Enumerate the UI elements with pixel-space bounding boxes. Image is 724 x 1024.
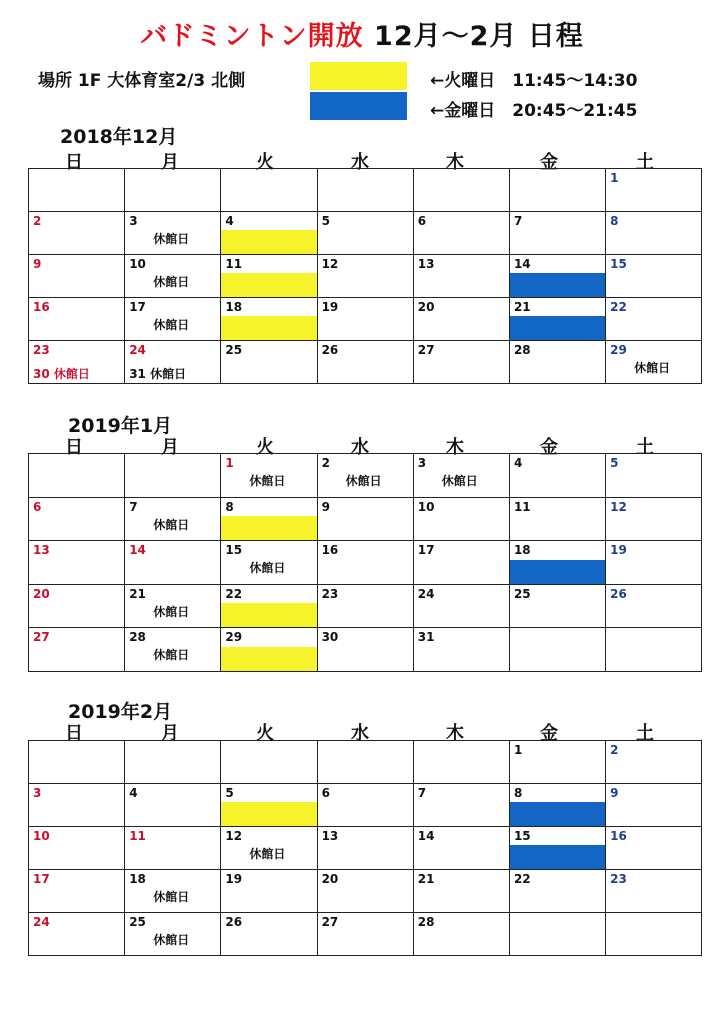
day-number: 23: [33, 343, 50, 357]
day-number-secondary: 31 休館日: [129, 367, 187, 381]
day-number: 16: [610, 829, 627, 843]
calendar-day-cell: [317, 212, 413, 255]
day-number: 13: [417, 257, 435, 271]
calendar-day-cell: [509, 784, 605, 827]
closed-day-label: 休館日: [153, 318, 190, 332]
calendar-day-cell: [413, 784, 509, 827]
calendar-day-cell: [413, 454, 509, 498]
calendar-day-cell: [606, 913, 702, 956]
calendar-day-cell: [221, 913, 317, 956]
weekday-header: 土: [636, 437, 654, 458]
calendar-day-cell: [125, 913, 221, 956]
weekday-header: 日: [65, 723, 83, 744]
weekday-header: 土: [636, 152, 654, 173]
calendar-day-cell: [606, 628, 702, 672]
legend-text-tuesday: ←火曜日 11:45〜14:30: [430, 71, 638, 91]
day-number: 2: [321, 456, 330, 470]
month-title: 2019年2月: [68, 701, 173, 723]
calendar-day-cell: [317, 870, 413, 913]
calendar-day-cell: [413, 870, 509, 913]
day-number: 2: [610, 743, 619, 757]
day-number: 21: [513, 300, 531, 314]
day-number: 12: [321, 257, 339, 271]
day-number: 6: [417, 214, 427, 228]
calendar-day-cell: [413, 341, 509, 384]
friday-session-band: [510, 560, 605, 584]
calendar-day-cell: [29, 169, 125, 212]
weekday-header: 火: [256, 152, 274, 173]
tuesday-session-band: [221, 273, 316, 297]
day-number: 24: [33, 915, 50, 929]
calendar-day-cell: [317, 741, 413, 784]
tuesday-session-band: [221, 603, 316, 627]
calendar-day-cell: [125, 454, 221, 498]
day-number: 7: [129, 499, 138, 514]
day-number: 5: [225, 786, 234, 800]
weekday-header: 月: [161, 437, 179, 458]
title-red: バドミントン開放: [140, 21, 364, 52]
day-number: 28: [129, 630, 146, 644]
day-number: 2: [33, 214, 42, 228]
calendar-day-cell: [317, 298, 413, 341]
day-number: 26: [321, 343, 339, 357]
tuesday-session-band: [221, 647, 316, 671]
day-number: 6: [33, 499, 42, 514]
calendar-day-cell: [29, 454, 125, 498]
day-number: 19: [225, 872, 243, 886]
calendar-day-cell: [509, 827, 605, 870]
closed-day-label: 休館日: [249, 474, 286, 488]
calendar-day-cell: [29, 341, 125, 384]
day-number: 29: [225, 630, 243, 644]
day-number: 22: [225, 586, 243, 601]
day-number: 9: [321, 499, 330, 514]
calendar-day-cell: [606, 212, 702, 255]
calendar-table: [28, 740, 702, 956]
day-number: 17: [33, 872, 50, 886]
calendar-day-cell: [509, 584, 605, 628]
title-black: 12月〜2月 日程: [374, 21, 584, 52]
calendar-day-cell: [317, 584, 413, 628]
closed-day-label: 休館日: [441, 474, 478, 488]
calendar-day-cell: [125, 628, 221, 672]
day-number: 13: [321, 829, 339, 843]
calendar-day-cell: [29, 212, 125, 255]
day-number: 8: [513, 786, 523, 800]
calendar-day-cell: [125, 827, 221, 870]
calendar-day-cell: [125, 255, 221, 298]
calendar-day-cell: [509, 341, 605, 384]
day-number: 20: [417, 300, 435, 314]
weekday-header: 日: [65, 437, 83, 458]
calendar-day-cell: [29, 298, 125, 341]
weekday-header: 火: [256, 437, 274, 458]
weekday-header: 火: [256, 723, 274, 744]
weekday-header: 金: [540, 437, 558, 458]
day-number: 21: [129, 586, 146, 601]
day-number: 5: [321, 214, 330, 228]
day-number: 26: [225, 915, 243, 929]
calendar-table: [28, 168, 702, 384]
day-number: 3: [417, 456, 427, 470]
calendar-day-cell: [221, 341, 317, 384]
day-number: 24: [417, 586, 435, 601]
calendar-day-cell: [221, 628, 317, 672]
calendar-day-cell: [413, 169, 509, 212]
calendar-day-cell: [317, 541, 413, 585]
day-number: 11: [129, 829, 146, 843]
calendar-day-cell: [606, 584, 702, 628]
day-number: 6: [321, 786, 330, 800]
calendar-day-cell: [413, 584, 509, 628]
day-number: 11: [513, 499, 531, 514]
calendar-day-cell: [317, 341, 413, 384]
calendar-day-cell: [29, 541, 125, 585]
day-number: 26: [610, 586, 627, 601]
calendar-day-cell: [221, 454, 317, 498]
calendar-day-cell: [413, 497, 509, 541]
day-number: 25: [225, 343, 243, 357]
tuesday-session-band: [221, 516, 316, 540]
friday-session-band: [510, 845, 605, 869]
calendar-day-cell: [125, 541, 221, 585]
calendar-day-cell: [509, 541, 605, 585]
day-number: 13: [33, 543, 50, 557]
day-number: 1: [225, 456, 234, 470]
calendar-week-row: [29, 341, 702, 384]
calendar-day-cell: [606, 497, 702, 541]
calendar-day-cell: [606, 741, 702, 784]
weekday-header: 水: [351, 437, 369, 458]
day-number: 10: [33, 829, 50, 843]
calendar-day-cell: [221, 784, 317, 827]
day-number: 14: [129, 543, 146, 557]
closed-day-label: 休館日: [153, 604, 190, 619]
calendar-day-cell: [221, 584, 317, 628]
calendar-day-cell: [509, 255, 605, 298]
day-number: 7: [513, 214, 523, 228]
calendar-day-cell: [125, 298, 221, 341]
calendar-week-row: [29, 169, 702, 212]
calendar-day-cell: [317, 784, 413, 827]
legend-swatch-friday: [310, 92, 407, 120]
day-number: 12: [225, 829, 243, 843]
calendar-day-cell: [509, 169, 605, 212]
tuesday-session-band: [221, 316, 316, 340]
calendar-day-cell: [606, 255, 702, 298]
calendar-day-cell: [29, 255, 125, 298]
day-number: 9: [610, 786, 619, 800]
calendar-day-cell: [29, 628, 125, 672]
weekday-header: 土: [636, 723, 654, 744]
calendar-day-cell: [509, 741, 605, 784]
closed-day-label: 休館日: [249, 847, 286, 861]
weekday-header: 水: [351, 723, 369, 744]
calendar-day-cell: [29, 584, 125, 628]
day-number: 1: [513, 743, 523, 757]
day-number: 7: [417, 786, 427, 800]
day-number: 17: [129, 300, 146, 314]
day-number: 16: [33, 300, 50, 314]
day-number-secondary: 30 休館日: [33, 367, 90, 381]
calendar-day-cell: [29, 784, 125, 827]
day-number: 20: [321, 872, 339, 886]
calendar-week-row: [29, 454, 702, 498]
calendar-day-cell: [125, 584, 221, 628]
day-number: 27: [321, 915, 339, 929]
calendar-day-cell: [413, 741, 509, 784]
weekday-header: 金: [540, 723, 558, 744]
closed-day-label: 休館日: [153, 232, 190, 246]
calendar-week-row: [29, 497, 702, 541]
calendar-day-cell: [221, 169, 317, 212]
day-number: 16: [321, 543, 339, 557]
calendar-day-cell: [413, 212, 509, 255]
day-number: 19: [321, 300, 339, 314]
calendar-week-row: [29, 628, 702, 672]
day-number: 5: [610, 456, 619, 470]
calendar-day-cell: [221, 497, 317, 541]
closed-day-label: 休館日: [153, 933, 190, 947]
day-number: 10: [129, 257, 146, 271]
day-number: 18: [129, 872, 146, 886]
calendar-day-cell: [317, 628, 413, 672]
calendar-day-cell: [29, 870, 125, 913]
day-number: 22: [610, 300, 627, 314]
calendar-day-cell: [509, 913, 605, 956]
day-number: 31: [417, 630, 435, 644]
calendar-day-cell: [29, 913, 125, 956]
calendar-day-cell: [606, 341, 702, 384]
closed-day-label: 休館日: [153, 517, 190, 532]
calendar-day-cell: [221, 212, 317, 255]
day-number: 19: [610, 543, 627, 557]
day-number: 27: [417, 343, 435, 357]
day-number: 25: [129, 915, 146, 929]
weekday-header: 木: [446, 723, 464, 744]
day-number: 4: [225, 214, 234, 228]
calendar-day-cell: [29, 741, 125, 784]
closed-day-label: 休館日: [249, 561, 286, 575]
calendar-day-cell: [221, 741, 317, 784]
day-number: 9: [33, 257, 42, 271]
calendar-week-row: [29, 212, 702, 255]
calendar-day-cell: [509, 212, 605, 255]
day-number: 3: [129, 214, 138, 228]
calendar-day-cell: [606, 784, 702, 827]
calendar-day-cell: [413, 628, 509, 672]
day-number: 30: [321, 630, 339, 644]
calendar-day-cell: [317, 454, 413, 498]
day-number: 14: [417, 829, 435, 843]
calendar-day-cell: [125, 870, 221, 913]
calendar-day-cell: [125, 741, 221, 784]
calendar-day-cell: [317, 169, 413, 212]
calendar-day-cell: [125, 169, 221, 212]
day-number: 12: [610, 499, 627, 514]
calendar-day-cell: [509, 628, 605, 672]
calendar-day-cell: [125, 212, 221, 255]
calendar-week-row: [29, 784, 702, 827]
calendar-day-cell: [413, 298, 509, 341]
calendar-table: [28, 453, 702, 672]
calendar-day-cell: [606, 454, 702, 498]
calendar-day-cell: [125, 497, 221, 541]
day-number: 24: [129, 343, 146, 357]
calendar-week-row: [29, 827, 702, 870]
day-number: 14: [513, 257, 531, 271]
day-number: 18: [225, 300, 243, 314]
day-number: 4: [513, 456, 523, 470]
calendar-week-row: [29, 298, 702, 341]
day-number: 15: [610, 257, 627, 271]
calendar-week-row: [29, 870, 702, 913]
calendar-day-cell: [221, 827, 317, 870]
day-number: 10: [417, 499, 435, 514]
friday-session-band: [510, 316, 605, 340]
closed-day-label: 休館日: [153, 890, 190, 904]
calendar-day-cell: [29, 827, 125, 870]
closed-day-label: 休館日: [153, 648, 190, 662]
calendar-day-cell: [413, 255, 509, 298]
day-number: 11: [225, 257, 243, 271]
closed-day-label: 休館日: [634, 361, 671, 375]
calendar-week-row: [29, 584, 702, 628]
weekday-header: 月: [161, 152, 179, 173]
friday-session-band: [510, 273, 605, 297]
month-title: 2018年12月: [60, 126, 178, 148]
calendar-day-cell: [221, 870, 317, 913]
calendar-day-cell: [509, 454, 605, 498]
weekday-header: 金: [540, 152, 558, 173]
weekday-header: 木: [446, 437, 464, 458]
calendar-week-row: [29, 541, 702, 585]
day-number: 21: [417, 872, 435, 886]
closed-day-label: 休館日: [153, 275, 190, 289]
calendar-day-cell: [125, 341, 221, 384]
calendar-day-cell: [509, 870, 605, 913]
day-number: 25: [513, 586, 531, 601]
day-number: 15: [225, 543, 243, 557]
calendar-day-cell: [509, 298, 605, 341]
calendar-week-row: [29, 255, 702, 298]
day-number: 4: [129, 786, 138, 800]
calendar-day-cell: [221, 541, 317, 585]
day-number: 20: [33, 586, 50, 601]
day-number: 8: [610, 214, 619, 228]
legend-text-friday: ←金曜日 20:45〜21:45: [430, 101, 638, 121]
day-number: 17: [417, 543, 435, 557]
calendar-day-cell: [317, 827, 413, 870]
calendar-day-cell: [317, 255, 413, 298]
calendar-day-cell: [317, 913, 413, 956]
day-number: 27: [33, 630, 50, 644]
closed-day-label: 休館日: [345, 474, 382, 488]
day-number: 1: [610, 171, 619, 185]
day-number: 8: [225, 499, 234, 514]
calendar-day-cell: [29, 497, 125, 541]
calendar-week-row: [29, 741, 702, 784]
day-number: 18: [513, 543, 531, 557]
calendar-day-cell: [221, 255, 317, 298]
calendar-day-cell: [509, 497, 605, 541]
calendar-day-cell: [606, 169, 702, 212]
tuesday-session-band: [221, 802, 316, 826]
weekday-header: 日: [65, 152, 83, 173]
day-number: 28: [513, 343, 531, 357]
location-text: 場所 1F 大体育室2/3 北側: [38, 71, 246, 91]
weekday-header: 水: [351, 152, 369, 173]
day-number: 15: [513, 829, 531, 843]
tuesday-session-band: [221, 230, 316, 254]
friday-session-band: [510, 802, 605, 826]
calendar-day-cell: [221, 298, 317, 341]
page-title: [0, 14, 724, 53]
day-number: 22: [513, 872, 531, 886]
month-title: 2019年1月: [68, 415, 173, 437]
day-number: 23: [610, 872, 627, 886]
day-number: 23: [321, 586, 339, 601]
calendar-day-cell: [317, 497, 413, 541]
day-number: 28: [417, 915, 435, 929]
calendar-day-cell: [413, 913, 509, 956]
calendar-week-row: [29, 913, 702, 956]
day-number: 29: [610, 343, 627, 357]
calendar-day-cell: [413, 827, 509, 870]
legend-swatch-tuesday: [310, 62, 407, 90]
calendar-day-cell: [125, 784, 221, 827]
calendar-day-cell: [606, 870, 702, 913]
weekday-header: 木: [446, 152, 464, 173]
calendar-day-cell: [606, 298, 702, 341]
weekday-header: 月: [161, 723, 179, 744]
calendar-day-cell: [606, 827, 702, 870]
day-number: 3: [33, 786, 42, 800]
calendar-day-cell: [606, 541, 702, 585]
calendar-day-cell: [413, 541, 509, 585]
